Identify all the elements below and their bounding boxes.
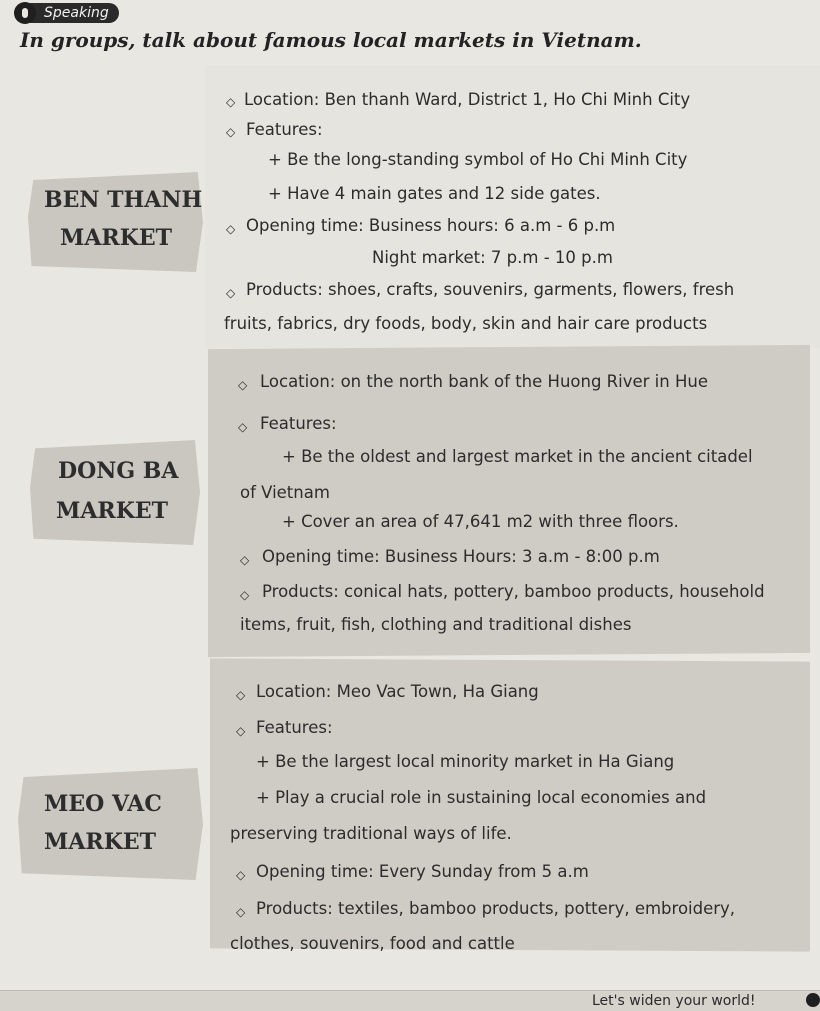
- market-name-line2: MARKET: [44, 829, 156, 855]
- feature-text: + Be the oldest and largest market in the ancient citadel: [282, 447, 753, 466]
- bullet-icon: ◇: [240, 553, 250, 567]
- market-name-line1: DONG BA: [58, 458, 179, 484]
- bullet-icon: ◇: [236, 724, 246, 738]
- market-name-line1: MEO VAC: [44, 791, 162, 817]
- market-name-line2: MARKET: [56, 498, 168, 524]
- market-name-line1: BEN THANH: [44, 187, 203, 213]
- feature-text: of Vietnam: [240, 483, 330, 502]
- bullet-icon: ◇: [226, 95, 236, 109]
- feature-text: + Have 4 main gates and 12 side gates.: [268, 184, 601, 203]
- market-name-line2: MARKET: [60, 225, 172, 251]
- bullet-icon: ◇: [236, 688, 246, 702]
- location-text: Location: Meo Vac Town, Ha Giang: [256, 682, 539, 701]
- feature-text: + Cover an area of 47,641 m2 with three floors.: [282, 512, 679, 531]
- bullet-icon: ◇: [236, 868, 246, 882]
- instruction: In groups, talk about famous local markets in Vietnam.: [20, 28, 642, 52]
- products-text: Products: textiles, bamboo products, pottery, embroidery,: [256, 899, 736, 918]
- opening-time: Opening time: Business Hours: 3 a.m - 8:00 p.m: [262, 547, 660, 566]
- feature-text: preserving traditional ways of life.: [230, 824, 512, 843]
- feature-text: + Be the long-standing symbol of Ho Chi Minh City: [268, 150, 688, 169]
- features-label: Features:: [256, 718, 333, 737]
- footer-slogan: Let's widen your world!: [592, 993, 756, 1009]
- products-text: Products: conical hats, pottery, bamboo products, household: [262, 582, 765, 601]
- bullet-icon: ◇: [226, 125, 236, 139]
- location-text: Location: Ben thanh Ward, District 1, Ho Chi Minh City: [244, 90, 691, 109]
- bullet-icon: ◇: [238, 378, 248, 392]
- bullet-icon: ◇: [226, 222, 236, 236]
- products-text: fruits, fabrics, dry foods, body, skin and hair care products: [224, 314, 708, 333]
- products-text: Products: shoes, crafts, souvenirs, garments, flowers, fresh: [246, 280, 735, 299]
- products-text: items, fruit, fish, clothing and traditional dishes: [240, 615, 632, 634]
- feature-text: + Be the largest local minority market in Ha Giang: [256, 752, 675, 771]
- section-header: [14, 2, 119, 24]
- products-text: clothes, souvenirs, food and cattle: [230, 934, 515, 953]
- features-label: Features:: [246, 120, 323, 139]
- bullet-icon: ◇: [236, 905, 246, 919]
- speaking-icon: [14, 2, 36, 24]
- bullet-icon: ◇: [238, 420, 248, 434]
- feature-text: + Play a crucial role in sustaining local economies and: [256, 788, 707, 807]
- section-badge: Speaking: [30, 3, 119, 23]
- features-label: Features:: [260, 414, 337, 433]
- footer-logo-icon: [806, 993, 820, 1007]
- opening-time: Opening time: Business hours: 6 a.m - 6 p.m: [246, 216, 616, 235]
- opening-time: Opening time: Every Sunday from 5 a.m: [256, 862, 589, 881]
- opening-time: Night market: 7 p.m - 10 p.m: [372, 248, 613, 267]
- bullet-icon: ◇: [240, 588, 250, 602]
- bullet-icon: ◇: [226, 286, 236, 300]
- location-text: Location: on the north bank of the Huong River in Hue: [260, 372, 708, 391]
